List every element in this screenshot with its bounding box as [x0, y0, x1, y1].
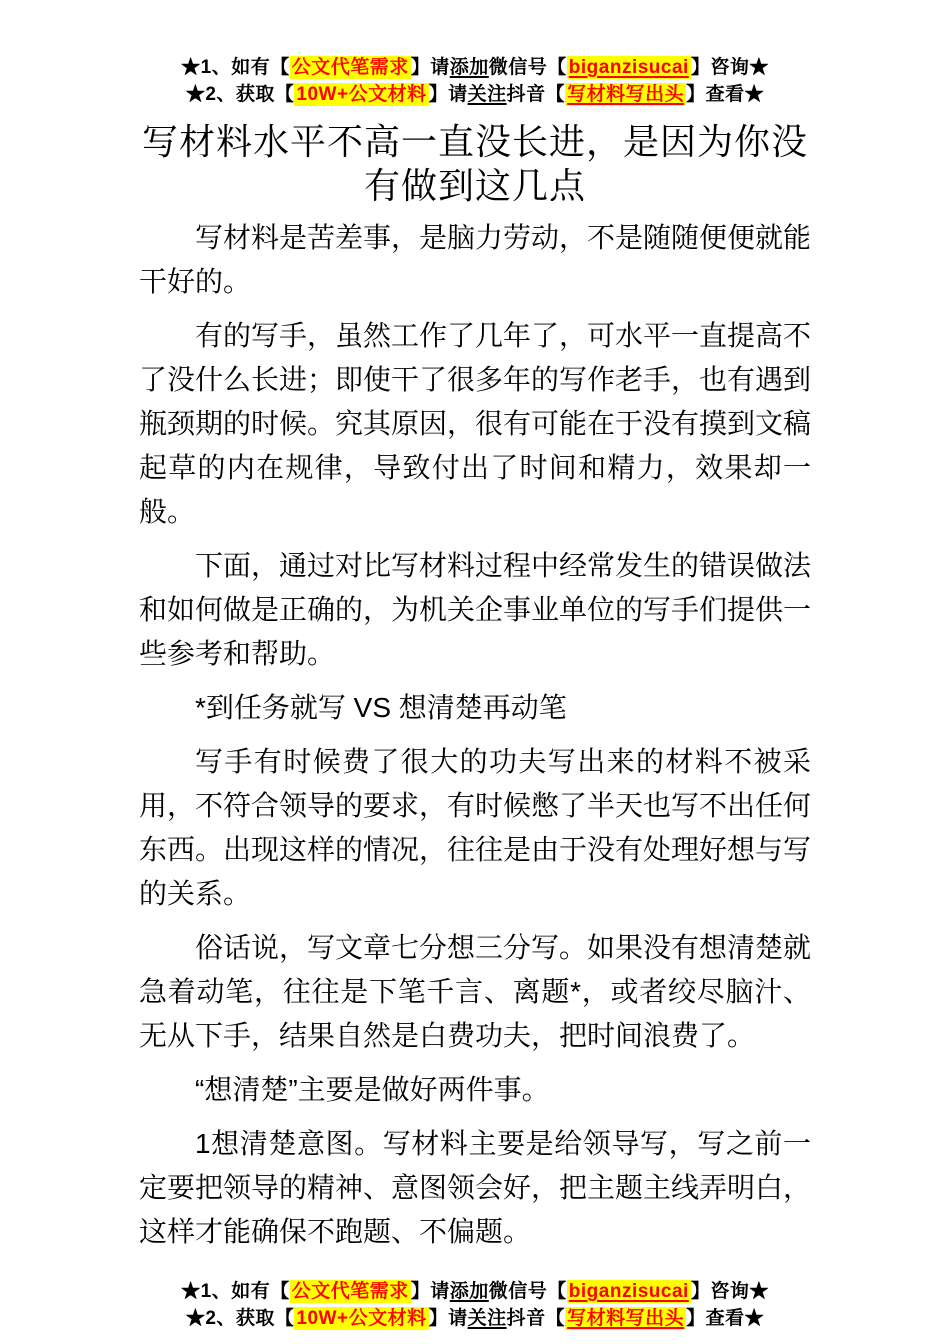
promo-text: 抖音【 [506, 84, 566, 105]
promo-text: ★2、获取【 [185, 1308, 295, 1329]
promo-highlighted-text: biganzisucai [568, 57, 689, 78]
promo-underlined-text: 关注 [467, 84, 507, 105]
promo-line [139, 1305, 811, 1332]
header-promo-banner [139, 54, 811, 108]
promo-highlighted-text: 写材料写出头 [567, 84, 685, 105]
promo-highlighted-text: 公文代笔需求 [291, 1281, 409, 1302]
promo-text: 】请 [410, 57, 450, 78]
promo-highlighted-text: biganzisucai [568, 1281, 689, 1302]
paragraph: 俗话说，写文章七分想三分写。如果没有想清楚就急着动笔，往往是下笔千言、离题*，或者绞尽脑汁、无从下手，结果自然是白费功夫，把时间浪费了。 [139, 932, 812, 1051]
paragraph: 下面，通过对比写材料过程中经常发生的错误做法和如何做是正确的，为机关企事业单位的写手们提供一些参考和帮助。 [139, 550, 812, 669]
promo-underlined-text: 关注 [467, 1308, 507, 1329]
article-body [139, 216, 811, 1254]
promo-text: ★2、获取【 [185, 84, 295, 105]
promo-text: 】查看★ [686, 84, 765, 105]
paragraph: 有的写手，虽然工作了几年了，可水平一直提高不了没什么长进；即使干了很多年的写作老手，也有遇到瓶颈期的时候。究其原因，很有可能在于没有摸到文稿起草的内在规律，导致付出了时间和精力，效果却一般。 [139, 320, 812, 527]
paragraph: “想清楚”主要是做好两件事。 [195, 1074, 550, 1105]
promo-text: 】请 [428, 84, 468, 105]
promo-highlighted-text: 10W+公文材料 [296, 84, 427, 105]
promo-line [139, 81, 811, 108]
promo-line [139, 54, 811, 81]
promo-text: 微信号【 [488, 1281, 567, 1302]
promo-underlined-text: 添加 [449, 1281, 489, 1302]
promo-underlined-text: 添加 [449, 57, 489, 78]
paragraph: 写材料是苦差事，是脑力劳动，不是随随便便就能干好的。 [139, 222, 812, 297]
promo-text: 微信号【 [488, 57, 567, 78]
paragraph: 写手有时候费了很大的功夫写出来的材料不被采用，不符合领导的要求，有时候憋了半天也写不出任何东西。出现这样的情况，往往是由于没有处理好想与写的关系。 [139, 746, 812, 909]
promo-text: 】咨询★ [690, 57, 769, 78]
promo-line [139, 1278, 811, 1305]
promo-text: 】请 [428, 1308, 468, 1329]
article-title: 写材料水平不高一直没长进，是因为你没有做到这几点 [141, 121, 808, 206]
promo-text: 】咨询★ [690, 1281, 769, 1302]
promo-text: ★1、如有【 [181, 57, 290, 78]
promo-highlighted-text: 写材料写出头 [567, 1308, 685, 1329]
promo-text: 抖音【 [506, 1308, 566, 1329]
promo-text: 】查看★ [686, 1308, 765, 1329]
promo-highlighted-text: 10W+公文材料 [296, 1308, 427, 1329]
promo-text: 】请 [410, 1281, 450, 1302]
paragraph: 1想清楚意图。写材料主要是给领导写，写之前一定要把领导的精神、意图领会好，把主题主线弄明白，这样才能确保不跑题、不偏题。 [139, 1128, 812, 1247]
footer-promo-banner [139, 1278, 811, 1332]
promo-text: ★1、如有【 [181, 1281, 290, 1302]
promo-highlighted-text: 公文代笔需求 [291, 57, 409, 78]
paragraph: *到任务就写 VS 想清楚再动笔 [195, 692, 567, 723]
